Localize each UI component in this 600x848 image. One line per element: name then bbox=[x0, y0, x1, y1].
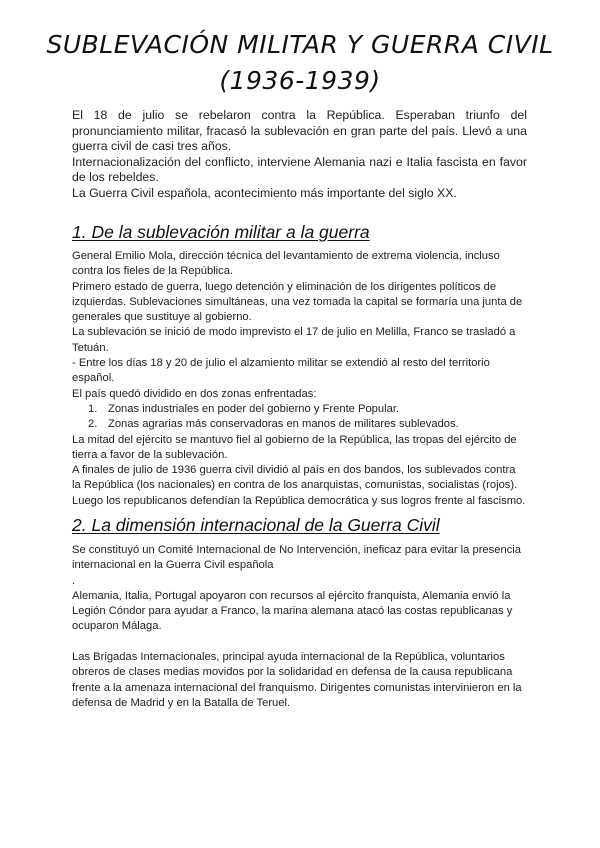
intro-paragraph: La Guerra Civil española, acontecimiento más importante del siglo XX. bbox=[72, 185, 457, 200]
page-title-dates: (1936-1939) bbox=[219, 66, 381, 95]
paragraph: Primero estado de guerra, luego detención y eliminación de los dirigentes políticos de izquierdas. Sublevaciones simultáneas, una vez tomada la capital se formaría una junta de generales que sustituye al gobierno. bbox=[72, 280, 523, 324]
intro-paragraph: Internacionalización del conflicto, interviene Alemania nazi e Italia fascista en favor de los rebeldes. bbox=[72, 154, 527, 185]
page-title: SUBLEVACIÓN MILITAR Y GUERRA CIVIL bbox=[46, 30, 554, 59]
paragraph: - Entre los días 18 y 20 de julio el alzamiento militar se extendió al resto del territorio español. bbox=[72, 357, 490, 385]
intro-paragraph: El 18 de julio se rebelaron contra la República. Esperaban triunfo del pronunciamiento militar, fracasó la sublevación en gran parte del país. Llevó a una guerra civil de casi tres años. bbox=[72, 108, 527, 154]
list-text: Zonas industriales en poder del gobierno y Frente Popular. bbox=[108, 402, 400, 415]
section-2-heading: 2. La dimensión internacional de la Guerra Civil bbox=[72, 515, 440, 535]
paragraph: General Emilio Mola, dirección técnica del levantamiento de extrema violencia, incluso contra los fieles de la República. bbox=[72, 250, 500, 278]
list-text: Zonas agrarias más conservadoras en manos de militares sublevados. bbox=[108, 418, 459, 431]
section-2-body bbox=[72, 543, 527, 711]
section-1-heading: 1. De la sublevación militar a la guerra bbox=[72, 222, 370, 242]
blank-line bbox=[72, 635, 527, 650]
section-1-body bbox=[72, 249, 527, 509]
paragraph: La mitad del ejército se mantuvo fiel al gobierno de la República, las tropas del ejército de tierra a favor de la sublevación. bbox=[72, 433, 517, 461]
paragraph: Las Brigadas Internacionales, principal ayuda internacional de la República, voluntarios obreros de clases medias movidos por la solidaridad en defensa de la causa republicana frente a la amenaza internacional del franquismo. Dirigentes comunistas intervinieron en la defensa de Madrid y en la Batalla de Teruel. bbox=[72, 651, 522, 709]
paragraph: Alemania, Italia, Portugal apoyaron con recursos al ejército franquista, Alemania envió la Legión Cóndor para ayudar a Franco, la marina alemana atacó las costas republicanas y ocuparon Málaga. bbox=[72, 589, 513, 633]
paragraph: La sublevación se inició de modo imprevisto el 17 de julio en Melilla, Franco se trasladó a Tetuán. bbox=[72, 326, 516, 354]
list-number: 2. bbox=[88, 418, 98, 431]
paragraph: Se constituyó un Comité Internacional de No Intervención, ineficaz para evitar la presencia internacional en la Guerra Civil española bbox=[72, 544, 521, 572]
intro-block bbox=[72, 108, 527, 202]
paragraph: A finales de julio de 1936 guerra civil dividió al país en dos bandos, los sublevados contra la República (los nacionales) en contra de los anarquistas, comunistas, socialistas (rojos). Luego los republicanos defendían la República democrática y sus logros frente al fascismo. bbox=[72, 464, 526, 507]
list-number: 1. bbox=[88, 402, 98, 415]
list-item bbox=[88, 402, 527, 417]
list-item bbox=[88, 417, 527, 432]
zones-list bbox=[72, 402, 527, 433]
paragraph: El país quedó dividido en dos zonas enfrentadas: bbox=[72, 387, 317, 400]
paragraph: . bbox=[72, 574, 76, 587]
